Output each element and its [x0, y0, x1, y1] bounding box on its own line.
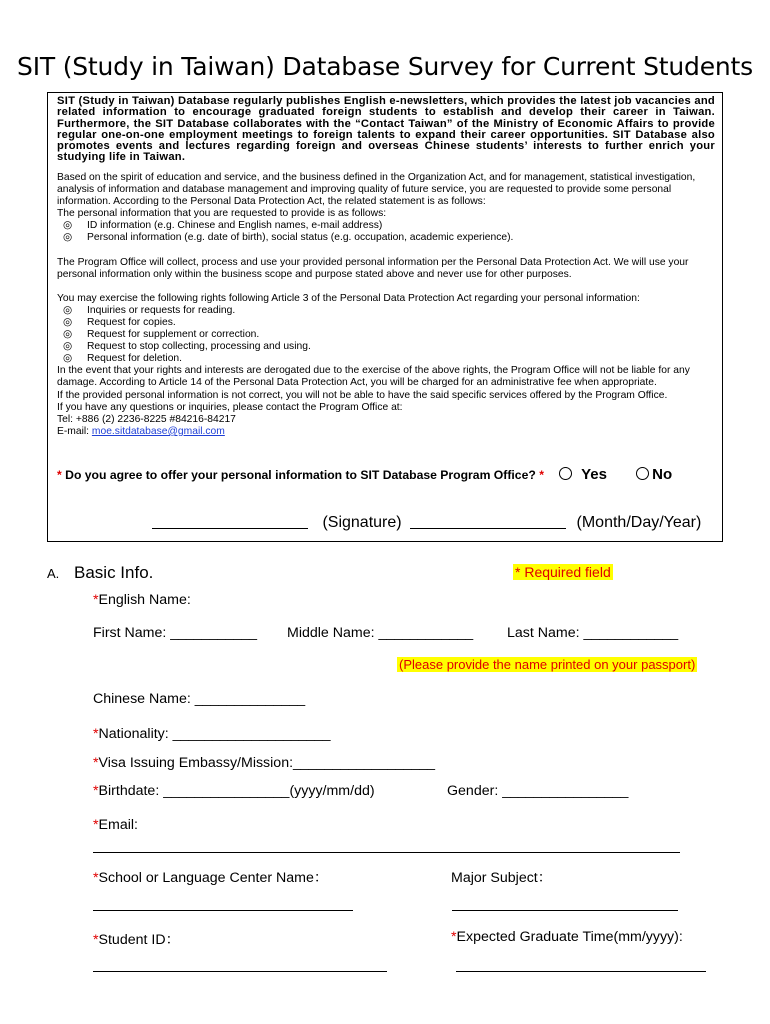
privacy-paragraph: The Program Office will collect, process and use your provided personal information per the Personal Data Protection Act. We will use your personal information only within the business scope and purpose stated above and never use for other purposes. — [57, 256, 689, 280]
email-link[interactable]: moe.sitdatabase@gmail.com — [91, 425, 225, 437]
privacy-paragraph: In the event that your rights and interests are derogated due to the exercise of the above rights, the Program Office will not be liable for any damage. According to Article 14 of the Personal Data Protection Act, you will be charged for an administrative fee when appropriate. — [57, 365, 690, 389]
agree-yes-label: Yes — [581, 466, 607, 483]
intro-paragraph: SIT (Study in Taiwan) Database regularly publishes English e-newsletters, which provides the latest job vacancies and related information to encourage graduated foreign students to establish and develop their career in Taiwan. Furthermore, the SIT Database collaborates with the “Contact Taiwan” of the Ministry of Economic Affairs to provide regular one-on-one employment meetings to foreign talents to expand their career opportunities. SIT Database also promotes events and lectures regarding foreign and overseas Chinese students’ interests to further enrich your studying life in Taiwan. — [57, 95, 715, 164]
required-star: * — [539, 468, 544, 482]
privacy-statement — [57, 172, 715, 438]
bullet-icon: ◎ — [63, 316, 72, 328]
section-letter: A. — [47, 566, 60, 581]
signature-row — [152, 514, 701, 532]
bullet-icon: ◎ — [63, 329, 72, 341]
required-star: * — [93, 726, 99, 742]
signature-label: (Signature) — [322, 514, 402, 531]
bullet-icon: ◎ — [63, 341, 72, 353]
bullet-icon: ◎ — [63, 353, 72, 365]
privacy-paragraph: You may exercise the following rights following Article 3 of the Personal Data Protection Act regarding your personal information: — [57, 292, 640, 304]
email-label: *Email: — [93, 817, 138, 833]
gender-field[interactable]: Gender: ________________ — [447, 783, 629, 799]
required-note: * Required field — [515, 564, 611, 580]
chinese-name-field[interactable]: Chinese Name: ______________ — [93, 691, 306, 707]
required-star: * — [93, 870, 99, 886]
school-label: *School or Language Center Name： — [93, 870, 329, 886]
section-title: Basic Info. — [74, 563, 154, 582]
date-label: (Month/Day/Year) — [576, 514, 702, 531]
student-id-label: *Student ID： — [93, 932, 180, 948]
required-star: * — [93, 755, 99, 771]
nationality-field[interactable]: *Nationality: ____________________ — [93, 726, 331, 742]
contact-tel: Tel: +886 (2) 2236-8225 #84216-84217 — [57, 413, 236, 425]
bullet-icon: ◎ — [63, 304, 72, 316]
agree-yes-radio[interactable] — [559, 467, 572, 480]
page-title: SIT (Study in Taiwan) Database Survey for Current Students — [17, 52, 753, 81]
list-item: ◎ Personal information (e.g. date of birth), social status (e.g. occupation, academic experience). — [63, 232, 514, 244]
contact-email: E-mail: moe.sitdatabase@gmail.com — [57, 425, 225, 437]
passport-note: (Please provide the name printed on your passport) — [399, 657, 696, 672]
required-star: * — [93, 783, 99, 799]
agree-no-radio[interactable] — [636, 467, 649, 480]
signature-line[interactable] — [152, 528, 308, 529]
list-item: ◎ Request for supplement or correction. — [63, 329, 260, 341]
privacy-paragraph: If the provided personal information is not correct, you will not be able to have the said specific services offered by the Program Office. — [57, 389, 668, 401]
required-star: * — [93, 817, 99, 833]
required-star: * — [451, 929, 457, 945]
privacy-paragraph: If you have any questions or inquiries, please contact the Program Office at: — [57, 401, 403, 413]
major-input-line[interactable] — [452, 910, 678, 911]
school-input-line[interactable] — [93, 910, 353, 911]
grad-time-input-line[interactable] — [456, 971, 706, 972]
list-item: ◎ ID information (e.g. Chinese and English names, e-mail address) — [63, 220, 383, 232]
required-star: * — [93, 932, 99, 948]
list-item: ◎ Request for deletion. — [63, 353, 183, 365]
date-line[interactable] — [410, 528, 566, 529]
list-item: ◎ Request to stop collecting, processing and using. — [63, 341, 311, 353]
birthdate-field[interactable]: *Birthdate: ________________(yyyy/mm/dd) — [93, 783, 375, 799]
visa-embassy-field[interactable]: *Visa Issuing Embassy/Mission:__________________ — [93, 755, 436, 771]
english-name-label: *English Name: — [93, 592, 191, 608]
agree-no-label: No — [652, 466, 673, 483]
list-item: ◎ Request for copies. — [63, 316, 176, 328]
privacy-paragraph: Based on the spirit of education and service, and the business defined in the Organization Act, and for management, statistical investigation, analysis of information and database management and improving quality of future service, you are requested to provide some personal information. According to the Personal Data Protection Act, the related statement is as follows: — [57, 172, 696, 208]
privacy-paragraph: The personal information that you are requested to provide is as follows: — [57, 208, 387, 220]
student-id-input-line[interactable] — [93, 971, 387, 972]
required-star: * — [57, 468, 62, 482]
required-star: * — [93, 592, 99, 608]
list-item: ◎ Inquiries or requests for reading. — [63, 304, 236, 316]
grad-time-label: *Expected Graduate Time(mm/yyyy): — [451, 929, 683, 945]
first-name-field[interactable]: First Name: ___________ — [93, 625, 258, 641]
email-input-line[interactable] — [93, 852, 680, 853]
major-label: Major Subject： — [451, 870, 552, 886]
bullet-icon: ◎ — [63, 232, 72, 244]
last-name-field[interactable]: Last Name: ____________ — [507, 625, 679, 641]
middle-name-field[interactable]: Middle Name: ____________ — [287, 625, 474, 641]
agree-question — [57, 466, 672, 483]
bullet-icon: ◎ — [63, 220, 72, 232]
agree-question-text: Do you agree to offer your personal information to SIT Database Program Office? — [65, 468, 536, 482]
